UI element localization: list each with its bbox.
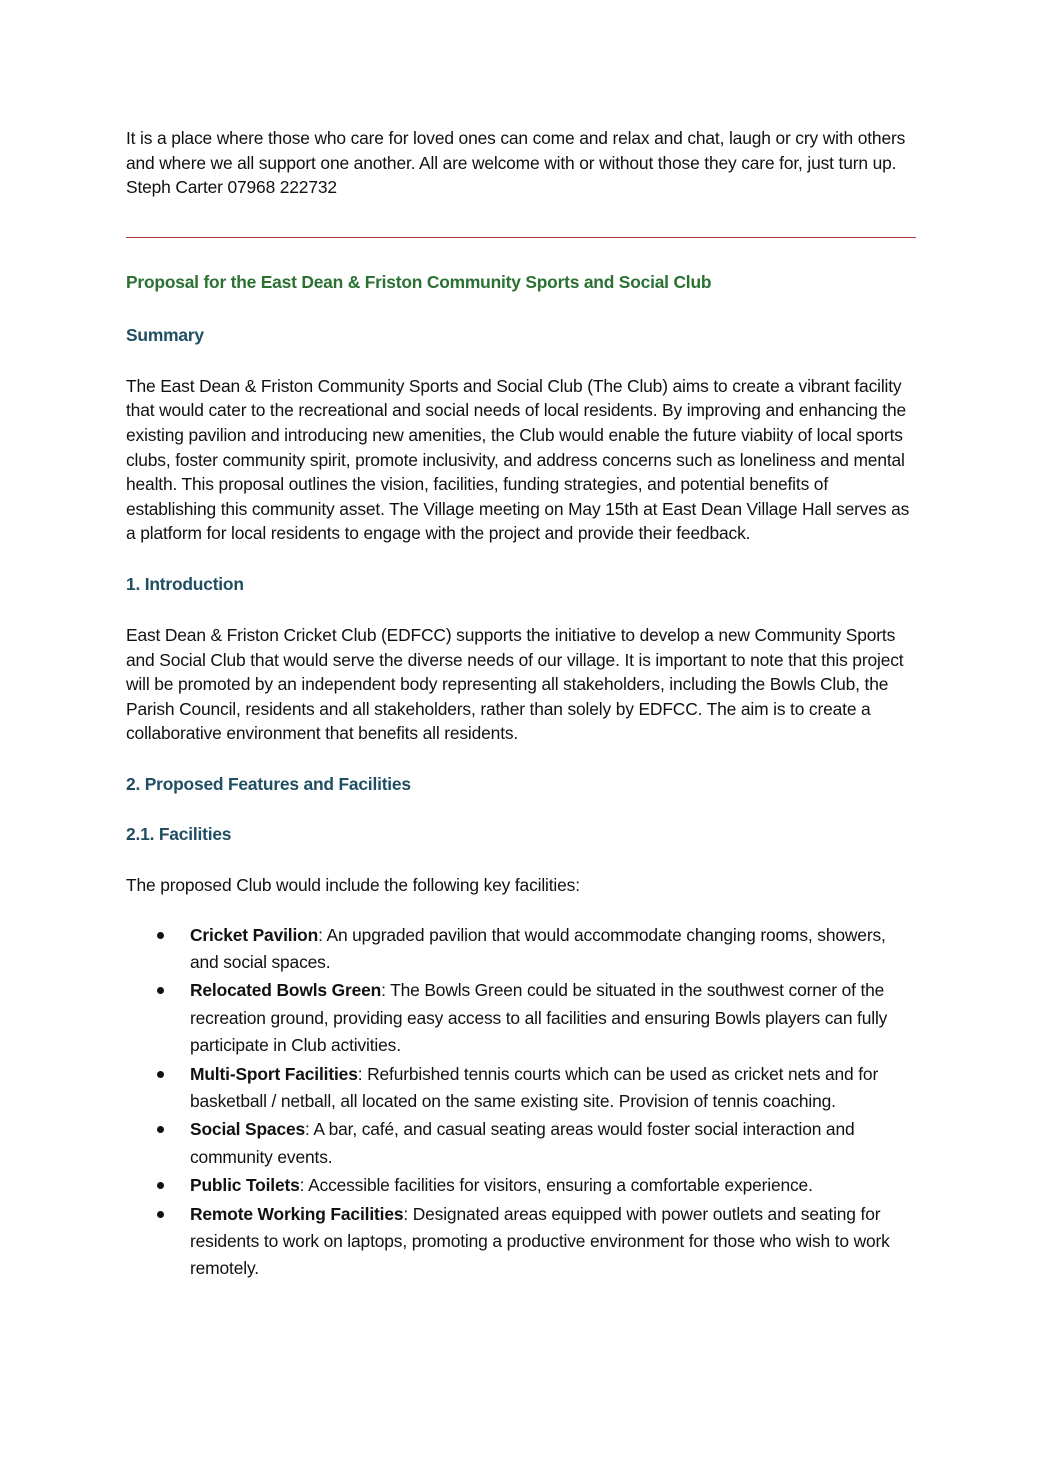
facility-desc: : Accessible facilities for visitors, ensuring a comfortable experience. — [299, 1175, 813, 1196]
list-item — [126, 1061, 918, 1115]
summary-body: The East Dean & Friston Community Sports and Social Club (The Club) aims to create a vibrant facility that would cater to the recreational and social needs of local residents. By improving and enhancing the existing pavilion and introducing new amenities, the Club would enable the future viabiity of local sports clubs, foster community spirit, promote inclusivity, and address concerns such as loneliness and mental health. This proposal outlines the vision, facilities, funding strategies, and potential benefits of establishing this community asset. The Village meeting on May 15th at East Dean Village Hall serves as a platform for local residents to engage with the project and provide their feedback. — [126, 375, 910, 544]
list-item — [126, 1172, 918, 1199]
facility-term: Social Spaces — [190, 1119, 306, 1140]
facilities-heading: 2.1. Facilities — [126, 823, 232, 844]
bullet-icon — [157, 1126, 164, 1133]
facility-desc: : A bar, café, and casual seating areas would foster social interaction and community events. — [190, 1119, 855, 1167]
proposal-title: Proposal for the East Dean & Friston Community Sports and Social Club — [126, 271, 712, 292]
bullet-icon — [157, 932, 164, 939]
list-item — [126, 977, 918, 1059]
facility-term: Cricket Pavilion — [190, 924, 319, 945]
bullet-icon — [157, 987, 164, 994]
facility-desc: : Designated areas equipped with power outlets and seating for residents to work on laptops, promoting a productive environment for those who wish to work remotely. — [190, 1204, 890, 1279]
facility-desc: : Refurbished tennis courts which can be used as cricket nets and for basketball / netball, all located on the same existing site. Provision of tennis coaching. — [190, 1063, 879, 1111]
section-divider — [126, 237, 916, 238]
list-item — [126, 1201, 918, 1283]
list-item — [126, 1116, 918, 1170]
facility-term: Multi-Sport Facilities — [190, 1063, 358, 1084]
bullet-icon — [157, 1071, 164, 1078]
facility-term: Remote Working Facilities — [190, 1204, 404, 1225]
facilities-list — [126, 922, 918, 1283]
document-page — [126, 126, 918, 1284]
list-item — [126, 922, 918, 976]
bullet-icon — [157, 1211, 164, 1218]
facility-desc: : An upgraded pavilion that would accommodate changing rooms, showers, and social spaces. — [190, 924, 886, 972]
facility-term: Relocated Bowls Green — [190, 980, 382, 1001]
features-heading: 2. Proposed Features and Facilities — [126, 773, 411, 794]
carers-paragraph: It is a place where those who care for loved ones can come and relax and chat, laugh or cry with others and where we all support one another. All are welcome with or without those they care for, just turn up. Steph Carter 07968 222732 — [126, 128, 906, 198]
summary-heading: Summary — [126, 324, 204, 345]
introduction-body: East Dean & Friston Cricket Club (EDFCC) supports the initiative to develop a new Community Sports and Social Club that would serve the diverse needs of our village. It is important to note that this project will be promoted by an independent body representing all stakeholders, including the Bowls Club, the Parish Council, residents and all stakeholders, rather than solely by EDFCC. The aim is to create a collaborative environment that benefits all residents. — [126, 624, 904, 744]
facilities-lead: The proposed Club would include the following key facilities: — [126, 874, 580, 895]
introduction-heading: 1. Introduction — [126, 573, 244, 594]
facility-term: Public Toilets — [190, 1175, 300, 1196]
bullet-icon — [157, 1182, 164, 1189]
facility-desc: : The Bowls Green could be situated in the southwest corner of the recreation ground, providing easy access to all facilities and ensuring Bowls players can fully participate in Club activities. — [190, 980, 888, 1055]
